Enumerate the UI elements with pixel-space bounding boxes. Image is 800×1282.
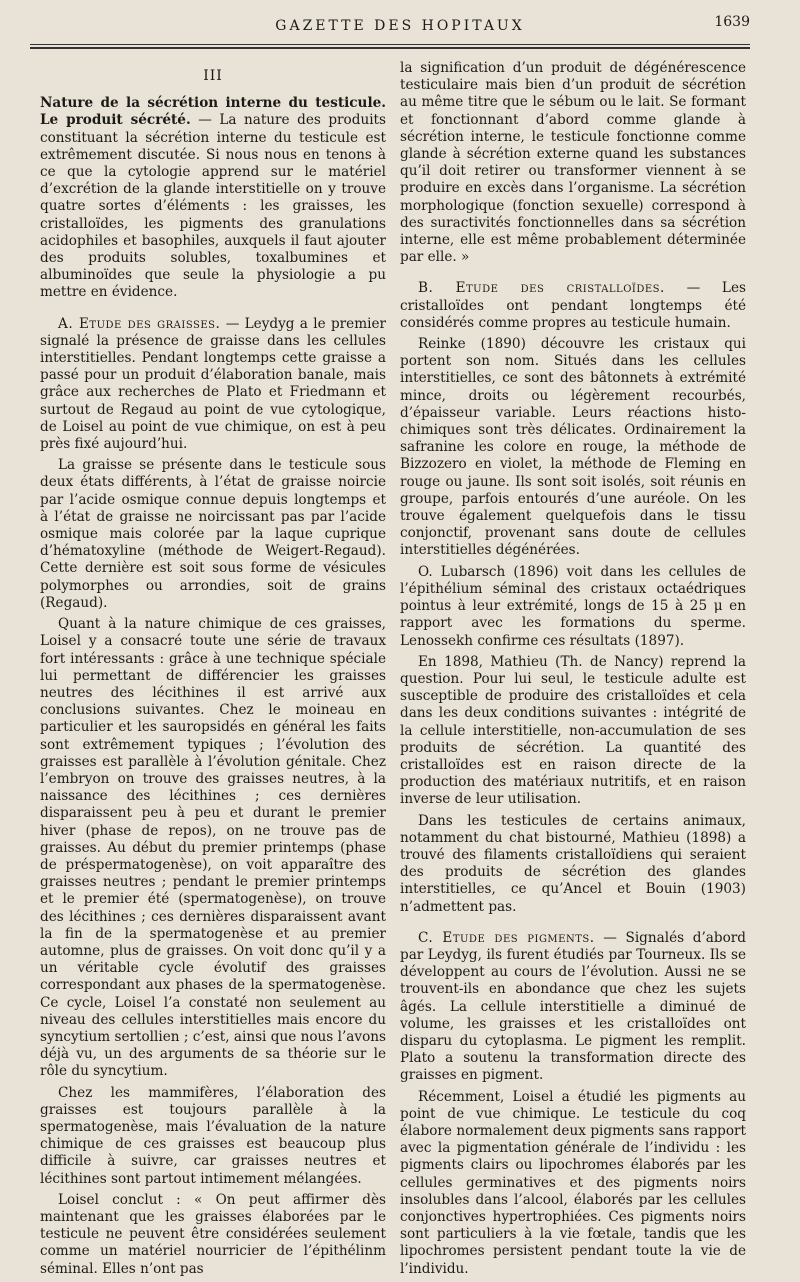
pigments-paragraph: [400, 930, 746, 1085]
cristalloides-paragraph: [400, 280, 746, 332]
journal-title: GAZETTE DES HOPITAUX: [275, 18, 525, 34]
paragraph: Récemment, Loisel a étudié les pigments au point de vue chimique. Le testicule du coq élabore normalement deux pigments sans rapport avec la pigmentation générale de l’individu : les pigments clairs ou lipochromes élaborés par les cellules germinatives et des pigments noirs insolubles dans l’alcool, élaborés par les cellules conjonctives hypertrophiées. Ces pigments noirs sont particuliers à la vie fœtale, tandis que les lipochromes persistent pendant toute la vie de l’individu.: [400, 1088, 746, 1277]
graisses-body: — Leydyg a le premier signalé la présence de graisse dans les cellules interstitielles. Pendant longtemps cette graisse a passé pour un produit d’élaboration banale, mais grâce aux recherches de Plato et Friedmann et surtout de Regaud au point de vue cytologique, de Loisel au point de vue chimique, on est à peu près fixé aujourd’hui.: [40, 315, 387, 453]
section-number: III: [203, 68, 223, 84]
paragraph: Quant à la nature chimique de ces graisses, Loisel y a consacré toute une série de travaux fort intéressants : grâce à une technique spéciale lui permettant de différencier les graisses neutres des lécithines il est arrivé aux conclusions suivantes. Chez le moineau en particulier et les sauropsidés en général les faits sont extrêmement typiques ; l’évolution des graisses est parallèle à l’évolution génitale. Chez l’embryon on trouve des graisses neutres, à la naissance des lécithines ; ces dernières disparaissent peu à peu et durant le premier hiver (phase de repos), on ne trouve pas de graisses. Au début du premier printemps (phase de préspermatogenèse), on voit apparaître des graisses neutres ; pendant le premier printemps et le premier été (spermatogenèse), on trouve des lécithines ; ces dernières disparaissent avant la fin de la spermatogenèse et au premier automne, plus de graisses. On voit donc qu’il y a un véritable cycle évolutif des graisses correspondant aux phases de la spermatogenèse. Ce cycle, Loisel l’a constaté non seulement au niveau des cellules interstitielles mais encore du syncytium sertollien ; c’est, ainsi que nous l’avons déjà vu, un des arguments de sa théorie sur le rôle du syncytium.: [40, 616, 386, 1080]
graisses-paragraph: [40, 316, 386, 454]
paragraph: En 1898, Mathieu (Th. de Nancy) reprend la question. Pour lui seul, le testicule adulte est susceptible de produire des cristalloïdes et cela dans les deux conditions suivantes : intégrité de la cellule interstitielle, non-accumulation de ses produits de sécrétion. La quantité des cristalloïdes est en raison directe de la production des matériaux nutritifs, et en raison inverse de leur utilisation.: [400, 653, 746, 808]
left-column: [40, 60, 386, 1282]
pigments-heading: C. Etude des pigments.: [418, 929, 595, 946]
paragraph: Loisel conclut : « On peut affirmer dès maintenant que les graisses élaborées par le testicule ne peuvent être considérées seulement comme un matériel nourricier de l’épithélinm séminal. Elles n’ont pas: [40, 1191, 386, 1277]
intro-title: Nature de la sécrétion interne du testicule. Le produit sécrété.: [40, 95, 386, 129]
header-rule: [30, 44, 750, 49]
intro-paragraph: [40, 95, 386, 301]
paragraph: Dans les testicules de certains animaux, notamment du chat bistourné, Mathieu (1898) a trouvé des filaments cristalloïdiens qui seraient des produits de sécrétion des glandes interstitielles, ce qu’Ancel et Bouin (1903) n’admettent pas.: [400, 812, 746, 915]
paragraph: La graisse se présente dans le testicule sous deux états différents, à l’état de graisse noircie par l’acide osmique connue depuis longtemps et à l’état de graisse ne noircissant pas par l’acide osmique mais colorée par la laque cuprique d’hématoxyline (méthode de Weigert-Regaud). Cette dernière est soit sous forme de vésicules polymorphes ou arrondies, soit de grains (Regaud).: [40, 457, 386, 611]
pigments-body: — Signalés d’abord par Leydyg, ils furent étudiés par Tourneux. Ils se développent au cours de l’évolution. Aussi ne se trouvent-ils en abondance que chez les sujets âgés. La cellule interstitielle a diminué de volume, les graisses et les cristalloïdes ont disparu du cytoplasma. Le pigment les remplit. Plato a soutenu la transformation directe des graisses en pigment.: [400, 929, 746, 1084]
cristalloides-body: — Les cristalloïdes ont pendant longtemps été considérés comme propres au testicule humain.: [400, 280, 746, 331]
graisses-heading: A. Etude des graisses.: [58, 315, 221, 332]
intro-body: — La nature des produits constituant la sécrétion interne du testicule est extrêmement discutée. Si nous nous en tenons à ce que la cytologie apprend sur le matériel d’excrétion de la glande interstitielle on y trouve quatre sortes d’éléments : les graisses, les cristalloïdes, les pigments des granulations acidophiles et basophiles, auxquels il faut ajouter des produits solubles, toxalbumines et albuminoïdes que seule la physiologie a pu mettre en évidence.: [40, 112, 386, 301]
paragraph: la signification d’un produit de dégénérescence testiculaire mais bien d’un produit de sécrétion au même titre que le sébum ou le lait. Se formant et fonctionnant d’abord comme glande à sécrétion interne, le testicule fonctionne comme glande à sécrétion externe quand les substances qu’il doit retirer ou transformer viennent à se produire en excès dans l’organisme. La sécrétion morphologique (fonction sexuelle) correspond à des suractivités fonctionnelles dans sa sécrétion interne, elle est même probablement déterminée par elle. »: [400, 60, 746, 266]
paragraph: Chez les mammifères, l’élaboration des graisses est toujours parallèle à la spermatogenèse, mais l’évaluation de la nature chimique de ces graisses est beaucoup plus difficile à suivre, car graisses neutres et lécithines sont partout intimement mélangées.: [40, 1084, 386, 1187]
page-number: 1639: [714, 14, 750, 30]
paragraph: Reinke (1890) découvre les cristaux qui portent son nom. Situés dans les cellules interstitielles, ce sont des bâtonnets à extrémité mince, droits ou légèrement recourbés, d’épaisseur variable. Leurs réactions histo-chimiques sont très délicates. Ordinairement la safranine les colore en rouge, la méthode de Bizzozero en violet, la méthode de Fleming en rouge ou jaune. Ils sont soit isolés, soit réunis en groupe, parfois entourés d’une auréole. On les trouve également quelquefois dans le tissu conjonctif, provenant sans doute de cellules interstitielles dégénérées.: [400, 336, 746, 559]
running-head: [0, 14, 800, 38]
right-column: [400, 60, 746, 1282]
paragraph: O. Lubarsch (1896) voit dans les cellules de l’épithélium séminal des cristaux octaédriques pointus à leur extrémité, longs de 15 à 25 μ en rapport avec les formations du sperme. Lenossekh confirme ces résultats (1897).: [400, 563, 746, 649]
cristalloides-heading: B. Etude des cristalloïdes.: [418, 280, 665, 297]
